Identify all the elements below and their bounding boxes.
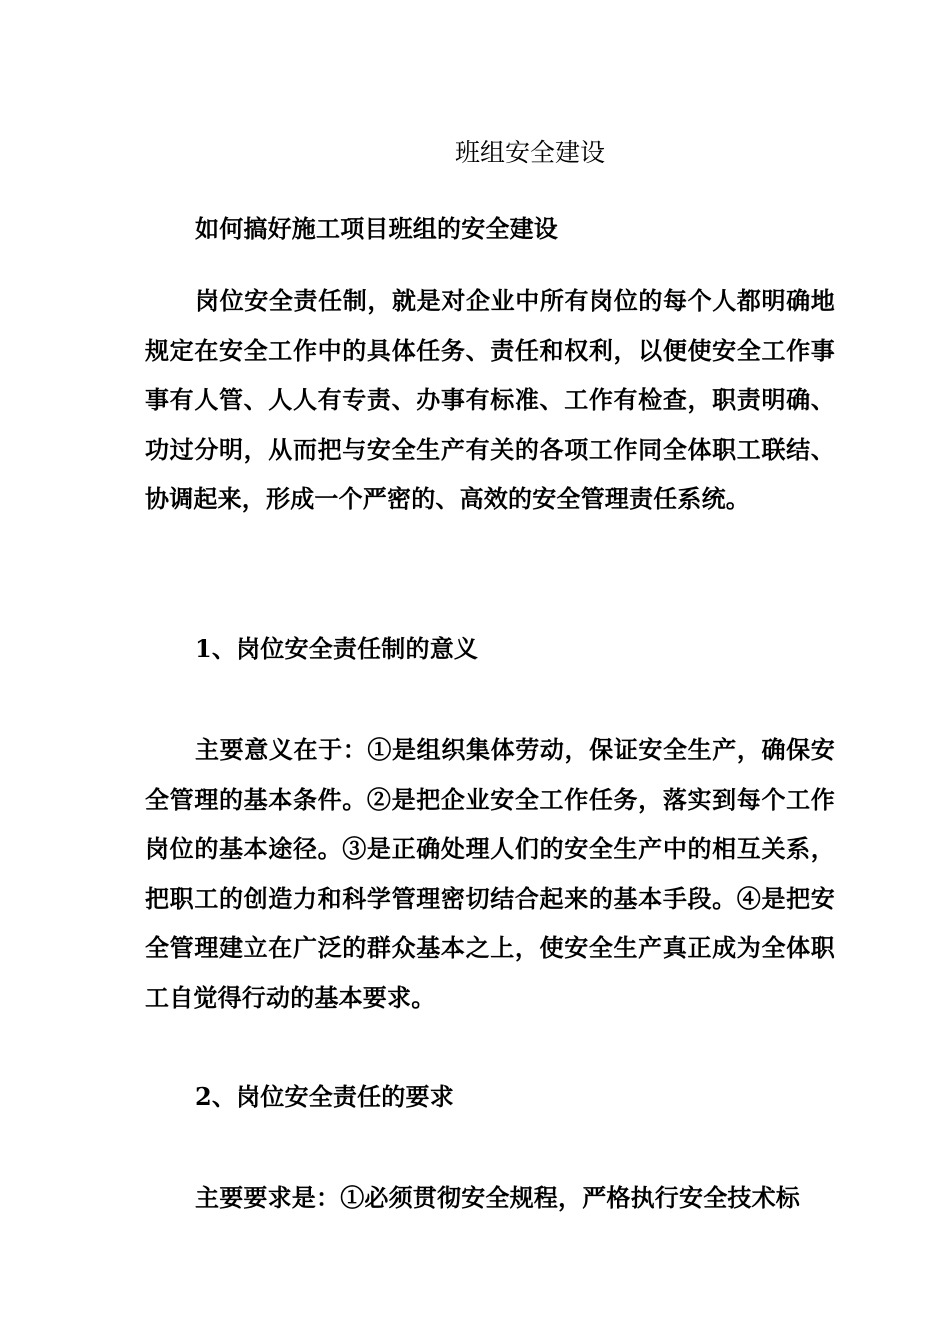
document-subtitle: 如何搞好施工项目班组的安全建设 (195, 214, 558, 243)
document-title: 班组安全建设 (454, 138, 605, 167)
paragraph-significance: 主要意义在于：①是组织集体劳动，保证安全生产，确保安全管理的基本条件。②是把企业安全工作任务，落实到每个工作岗位的基本途径。③是正确处理人们的安全生产中的相互关系，把职工的创造力和科学管理密切结合起来的基本手段。④是把安全管理建立在广泛的群众基本之上，使安全生产真正成为全体职工自觉得行动的基本要求。 (145, 735, 835, 1012)
section-heading-requirements: 2、岗位安全责任的要求 (195, 1082, 454, 1111)
section-heading-significance: 1、岗位安全责任制的意义 (195, 634, 479, 663)
paragraph-requirements: 主要要求是：①必须贯彻安全规程，严格执行安全技术标 (195, 1183, 800, 1212)
paragraph-responsibility-system: 岗位安全责任制，就是对企业中所有岗位的每个人都明确地规定在安全工作中的具体任务、责任和权利，以便使安全工作事事有人管、人人有专责、办事有标准、工作有检查，职责明确、功过分明，从而把与安全生产有关的各项工作同全体职工联结、协调起来，形成一个严密的、高效的安全管理责任系统。 (145, 286, 835, 513)
